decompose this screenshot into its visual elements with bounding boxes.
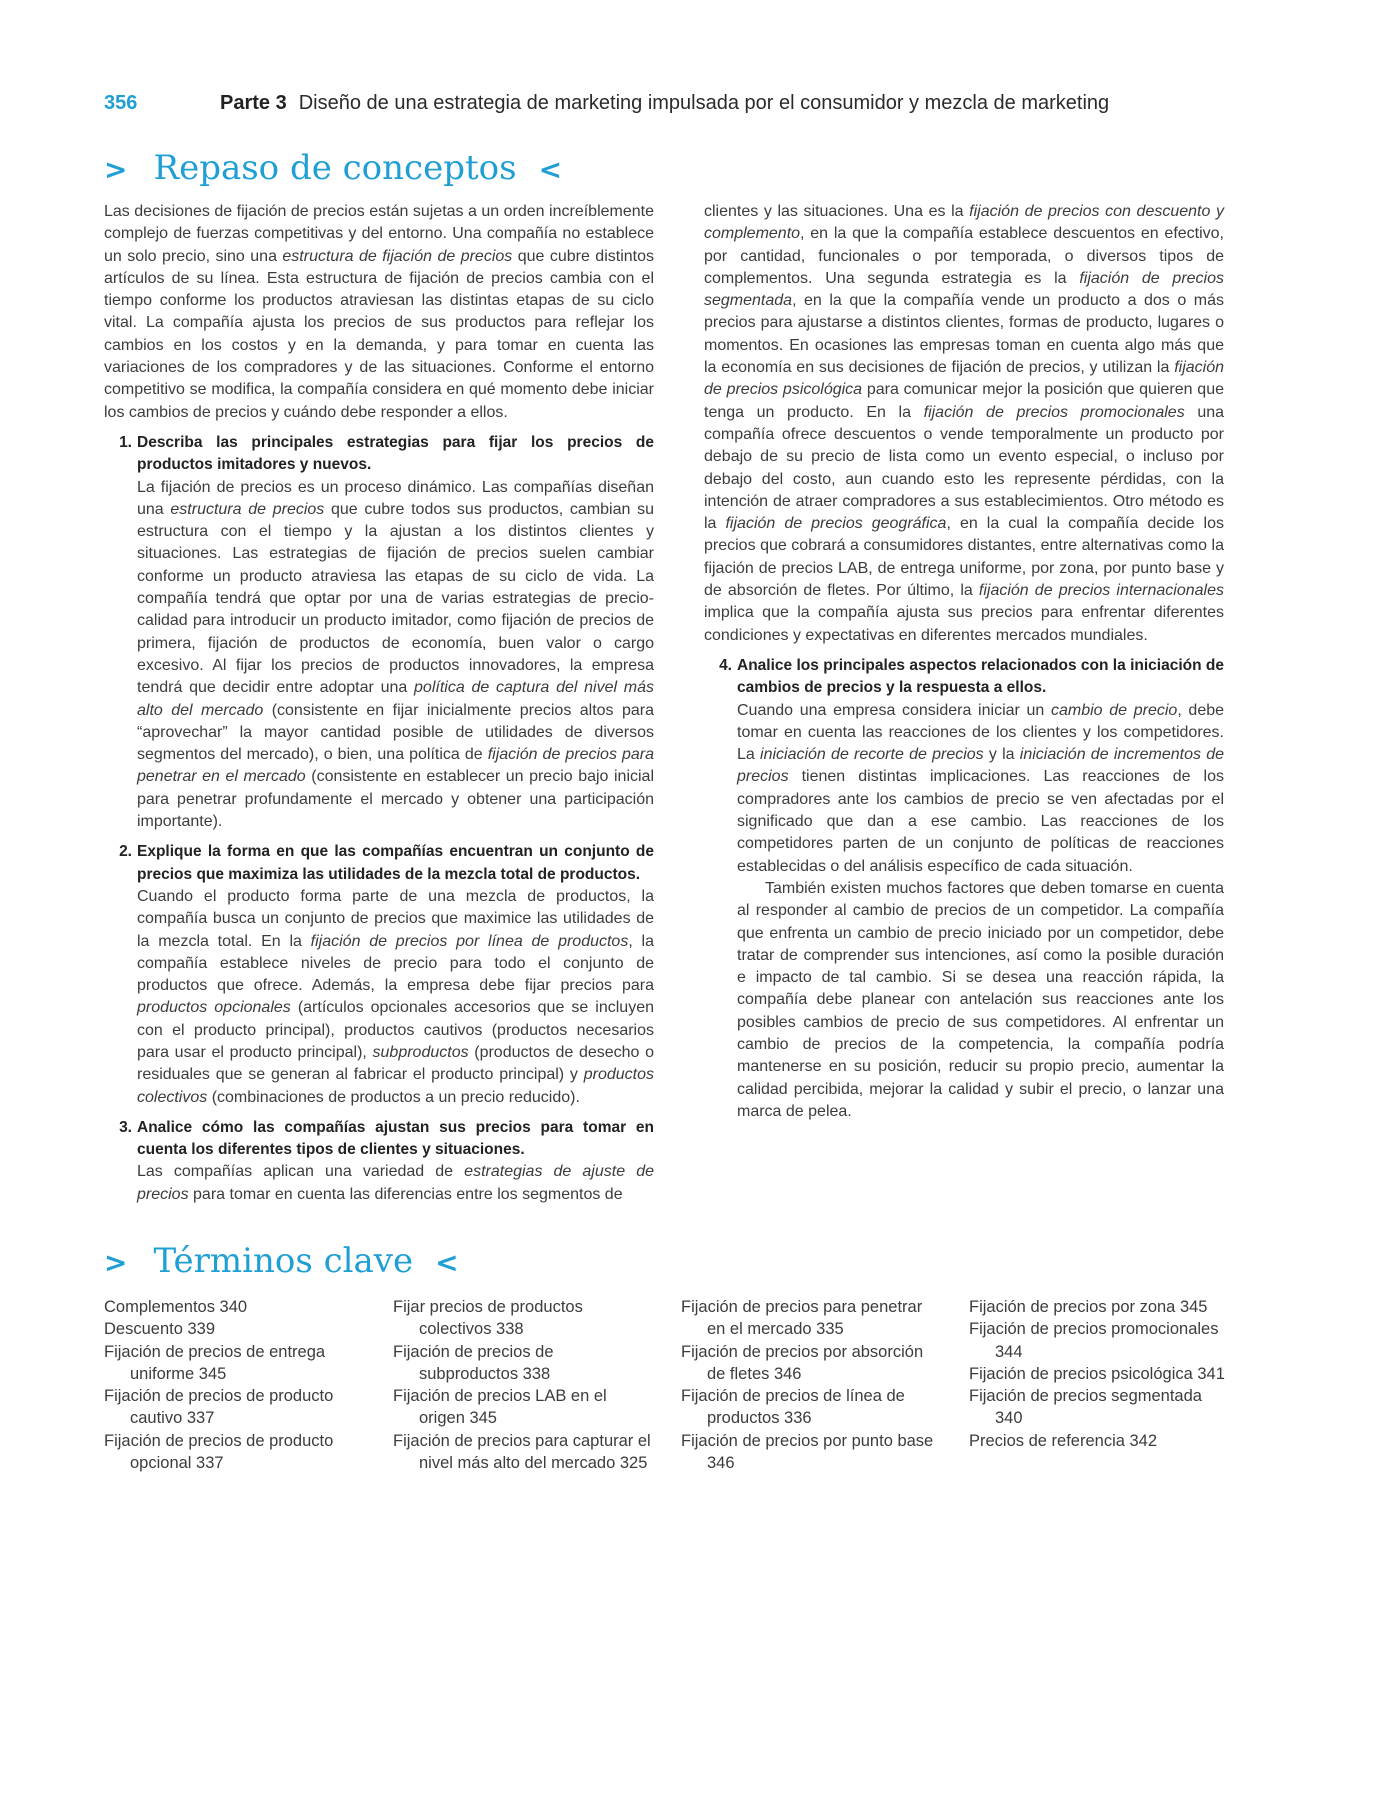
key-terms-column-1	[104, 1296, 354, 1474]
continued-text: para tomar en cuenta las diferencias entre los segmentos de	[188, 1185, 623, 1203]
chevron-right-icon: >	[104, 153, 128, 186]
question-3	[104, 1117, 654, 1206]
intro-paragraph: Las decisiones de fijación de precios están sujetas a un orden increíblemente complejo de fuerzas competitivas y del entorno. Una compañía no establece un solo precio, sino una estructura de fijación de precios que cubre distintos artículos de su línea. Esta estructura de fijación de precios cambia con el tiempo conforme los productos atraviesan las distintas etapas de su ciclo vital. La compañía ajusta los precios de sus productos para reflejar los cambios en los costos y en la demanda, y para tomar en cuenta las variaciones de los compradores y de las situaciones. Conforme el entorno competitivo se modifica, la compañía considera en qué momento debe iniciar los cambios de precios y cuándo debe responder a ellos.	[104, 203, 655, 421]
question-answer-start: Las compañías aplican una variedad de estrategias de ajuste de precios para tomar en cuenta las diferencias entre los segmentos de	[137, 1163, 654, 1203]
question-answer-paragraph-2: También existen muchos factores que deben tomarse en cuenta al responder al cambio de precios de un competidor. La compañía que enfrenta un cambio de precio iniciado por un competidor, debe tratar de comprender sus intenciones, así como la posible duración e impacto de tal cambio. Si se desea una reacción rápida, la compañía debe planear con antelación sus reacciones ante los posibles cambios de precio de sus competidores. Al enfrentar un cambio de precios de la competencia, la compañía podría mantenerse en su posición, reducir su propio precio, aumentar la calidad percibida, mejorar la calidad y subir el precio, o lanzar una marca de pelea.	[737, 879, 1224, 1120]
text-column-left	[104, 201, 654, 1214]
key-term: Complementos 340	[104, 1298, 248, 1316]
section-heading-key-terms	[104, 1241, 459, 1283]
question-answer: Cuando una empresa considera iniciar un cambio de precio, debe tomar en cuenta las reacciones de los clientes y los competidores. La iniciación de recorte de precios y la iniciación de incrementos de precios tienen distintas implicaciones. Las reacciones de los compradores ante los cambios de precio se ven afectadas por el significado que dan a ese cambio. Las reacciones de los competidores parten de un conjunto de políticas de reacciones establecidas o del análisis específico de cada situación.	[737, 701, 1225, 875]
key-term: Fijación de precios de producto opcional 337	[104, 1431, 334, 1473]
question-title: Analice los principales aspectos relacionados con la iniciación de cambios de precios y la respuesta a ellos.	[737, 656, 1224, 697]
key-term: Fijar precios de productos colectivos 338	[393, 1298, 583, 1339]
key-term: Fijación de precios por punto base 346	[681, 1431, 934, 1473]
question-1	[104, 432, 654, 833]
section-title: Repaso de conceptos	[153, 148, 517, 188]
chevron-left-icon: <	[538, 153, 563, 186]
continued-text: clientes y las situaciones.	[704, 203, 889, 220]
question-number: 4.	[719, 656, 732, 674]
page-number: 356	[104, 92, 138, 114]
chevron-right-icon: >	[104, 1246, 128, 1279]
text-column-right	[704, 201, 1224, 1131]
question-title: Describa las principales estrategias para fijar los precios de productos imitadores y nuevos.	[137, 433, 654, 474]
question-number: 1.	[119, 433, 132, 451]
key-term: Fijación de precios para penetrar en el mercado 335	[681, 1298, 923, 1339]
question-answer: La fijación de precios es un proceso dinámico. Las compañías diseñan una estructura de precios que cubre todos sus productos, cambian su estructura con el tiempo y la ajustan a los distintos clientes y situaciones. Las estrategias de fijación de precios suelen cambiar conforme un producto atraviesa las etapas de su ciclo de vida. La compañía tendrá que optar por una de varias estrategias de precio-calidad para introducir un producto imitador, como fijación de precios de primera, fijación de productos de economía, buen valor o cargo excesivo. Al fijar los precios de productos innovadores, la empresa tendrá que decidir entre adoptar una política de captura del nivel más alto del mercado (consistente en fijar inicialmente precios altos para “aprovechar” la mayor cantidad posible de utilidades de diversos segmentos del mercado), o bien, una política de fijación de precios para penetrar en el mercado (consistente en establecer un precio bajo inicial para penetrar profundamente el mercado y obtener una participación importante).	[137, 478, 655, 831]
key-term: Fijación de precios segmentada 340	[969, 1387, 1202, 1428]
running-header	[104, 90, 1284, 116]
key-term: Fijación de precios promocionales 344	[969, 1320, 1219, 1361]
chapter-part-title: Diseño de una estrategia de marketing impulsada por el consumidor y mezcla de marketing	[298, 92, 1110, 114]
key-term: Fijación de precios de producto cautivo 337	[104, 1387, 334, 1428]
key-terms-column-2	[393, 1296, 655, 1474]
key-term: Fijación de precios por absorción de fletes 346	[681, 1342, 924, 1383]
key-term: Fijación de precios para capturar el nivel más alto del mercado 325	[393, 1431, 651, 1473]
key-term: Precios de referencia 342	[969, 1431, 1158, 1450]
key-term: Fijación de precios de línea de productos 336	[681, 1387, 905, 1428]
key-terms-column-4	[969, 1296, 1231, 1452]
key-term: Fijación de precios de entrega uniforme 345	[104, 1342, 326, 1383]
key-term: Descuento 339	[104, 1320, 215, 1339]
question-title: Explique la forma en que las compañías encuentran un conjunto de precios que maximiza las utilidades de la mezcla total de productos.	[137, 843, 654, 883]
key-term: Fijación de precios psicológica 341	[969, 1364, 1225, 1383]
question-4	[704, 655, 1224, 1123]
section-title: Términos clave	[153, 1241, 414, 1281]
question-title: Analice cómo las compañías ajustan sus precios para tomar en cuenta los diferentes tipos de clientes y situaciones.	[137, 1118, 654, 1159]
section-heading-review	[104, 148, 562, 190]
key-term: Fijación de precios por zona 345	[969, 1298, 1208, 1316]
question-2	[104, 841, 654, 1109]
key-term: Fijación de precios LAB en el origen 345	[393, 1387, 607, 1428]
key-terms-column-3	[681, 1296, 943, 1474]
question-3-continued: clientes y las situaciones. Una es la fijación de precios con descuento y complemento, en la que la compañía establece descuentos en efectivo, por cantidad, funcionales o por temporada, o diversos tipos de complementos. Una segunda estrategia es la fijación de precios segmentada, en la que la compañía vende un producto a dos o más precios para ajustarse a distintos clientes, formas de producto, lugares o momentos. En ocasiones las empresas toman en cuenta algo más que la economía en sus decisiones de fijación de precios, y utilizan la fijación de precios psicológica para comunicar mejor la posición que quieren que tenga un producto. En la fijación de precios promocionales una compañía ofrece descuentos o vende temporalmente un producto por debajo de su precio de lista como un evento especial, o incluso por debajo del costo, aun cuando esto les represente pérdidas, con la intención de atraer compradores a sus establecimientos. Otro método es la fijación de precios geográfica, en la cual la compañía decide los precios que cobrará a consumidores distantes, entre alternativas como la fijación de precios LAB, de entrega uniforme, por zona, por punto base y de absorción de fletes. Por último, la fijación de precios internacionales implica que la compañía ajusta sus precios para enfrentar diferentes condiciones y expectativas en diferentes mercados mundiales.	[704, 203, 1225, 644]
question-answer: Cuando el producto forma parte de una mezcla de productos, la compañía busca un conjunto de precios que maximice las utilidades de la mezcla total. En la fijación de precios por línea de productos, la compañía establece niveles de precio para todo el conjunto de productos que ofrece. Además, la empresa debe fijar precios para productos opcionales (artículos opcionales accesorios que se incluyen con el producto principal), productos cautivos (productos necesarios para usar el producto principal), subproductos (productos de desecho o residuales que se generan al fabricar el producto principal) y productos colectivos (combinaciones de productos a un precio reducido).	[137, 887, 655, 1106]
chevron-left-icon: <	[435, 1246, 459, 1279]
question-number: 2.	[119, 843, 132, 861]
key-term: Fijación de precios de subproductos 338	[393, 1342, 554, 1383]
part-label: Parte 3	[220, 92, 287, 114]
question-number: 3.	[119, 1118, 132, 1136]
